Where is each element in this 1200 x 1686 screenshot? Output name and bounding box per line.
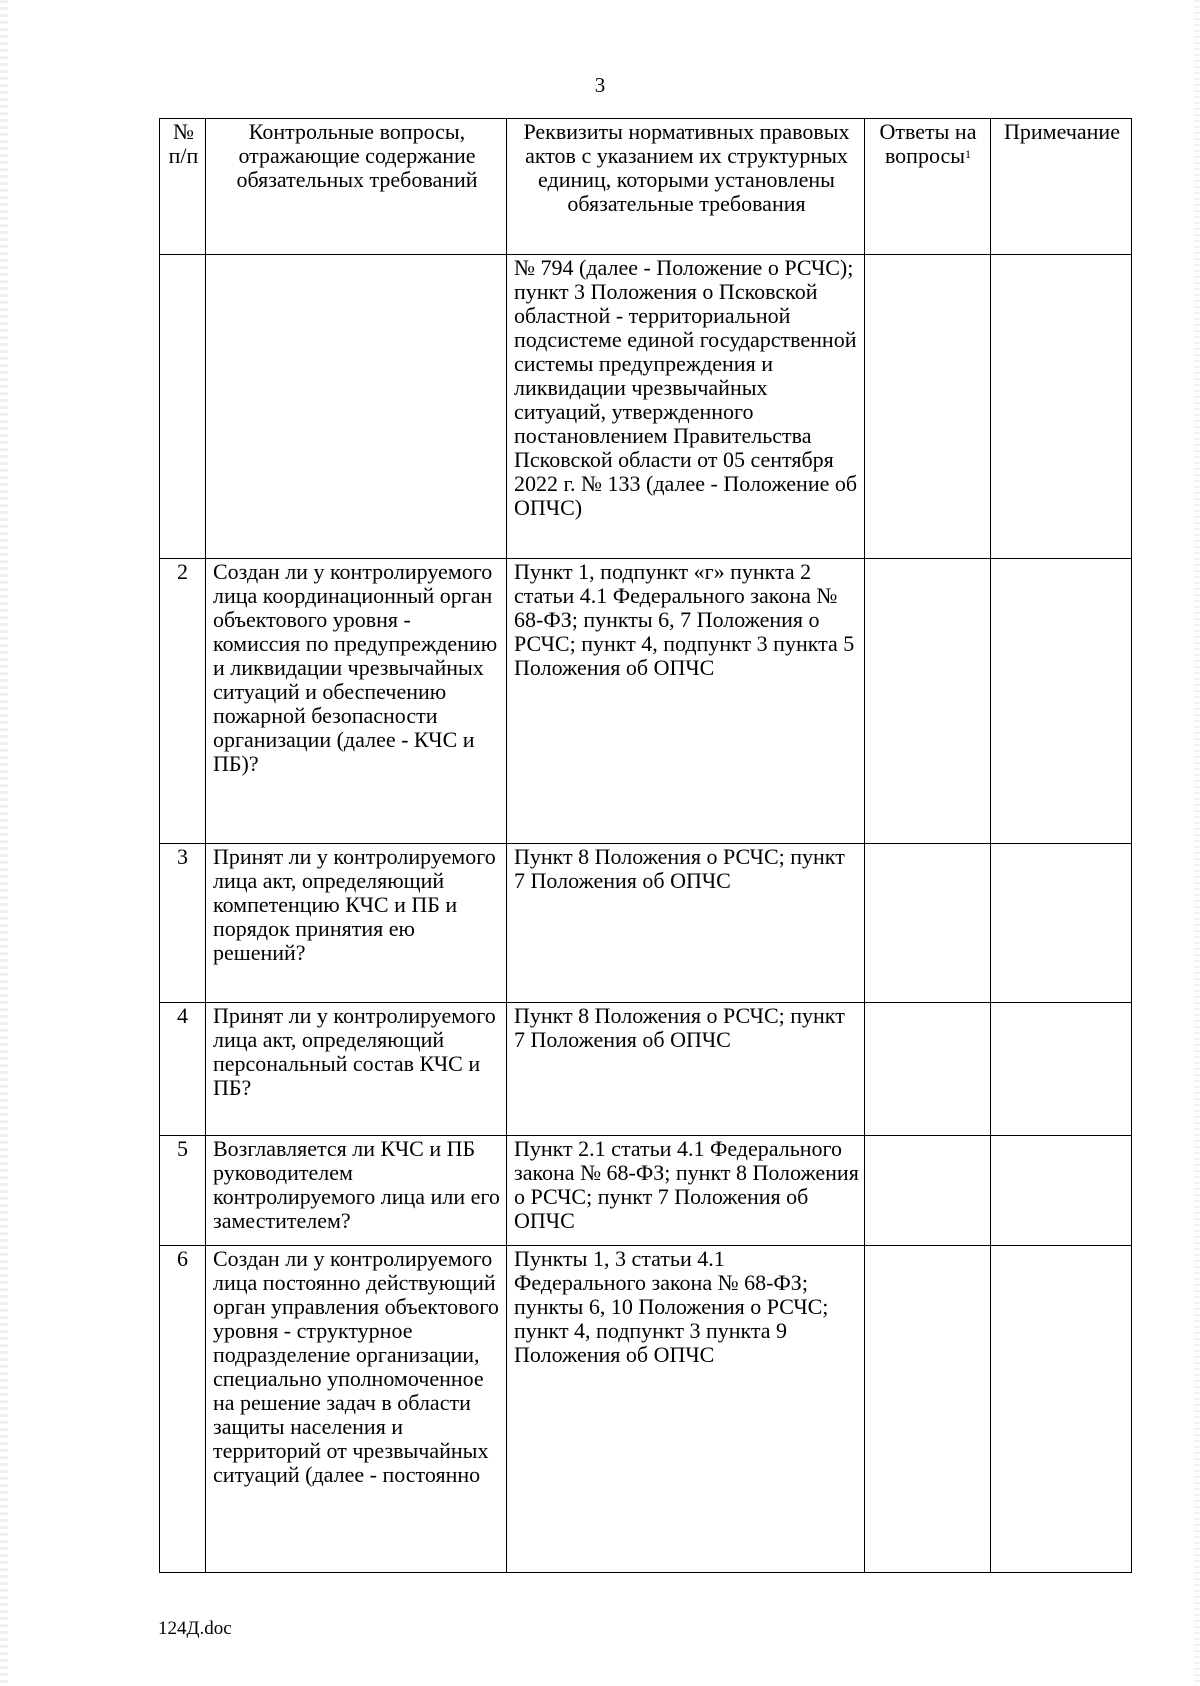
row-requisites: Пункт 8 Положения о РСЧС; пункт 7 Положения об ОПЧС — [507, 844, 865, 1003]
row-question: Создан ли у контролируемого лица постоянно действующий орган управления объектового уровня - структурное подразделение организации, специально уполномоченное на решение задач в области защиты населения и территорий от чрезвычайных ситуаций (далее - постоянно — [206, 1246, 507, 1573]
scan-edge-left — [0, 0, 8, 1686]
row-answer — [865, 844, 991, 1003]
row-requisites: Пункт 2.1 статьи 4.1 Федерального закона № 68-ФЗ; пункт 8 Положения о РСЧС; пункт 7 Положения об ОПЧС — [507, 1136, 865, 1246]
header-answers-footnote: 1 — [965, 147, 972, 161]
row-question: Принят ли у контролируемого лица акт, определяющий компетенцию КЧС и ПБ и порядок принятия ею решений? — [206, 844, 507, 1003]
row-answer — [865, 1003, 991, 1136]
row-answer — [865, 1136, 991, 1246]
row-number: 4 — [160, 1003, 206, 1136]
row-question — [206, 255, 507, 559]
row-requisites: Пункт 8 Положения о РСЧС; пункт 7 Положения об ОПЧС — [507, 1003, 865, 1136]
scan-edge-right — [1194, 0, 1200, 1686]
table-row — [160, 1136, 1132, 1246]
table-header-row — [160, 119, 1132, 255]
row-requisites: Пункты 1, 3 статьи 4.1 Федерального закона № 68-ФЗ; пункты 6, 10 Положения о РСЧС; пункт 4, подпункт 3 пункта 9 Положения об ОПЧС — [507, 1246, 865, 1573]
row-requisites: № 794 (далее - Положение о РСЧС); пункт 3 Положения о Псковской областной - территориальной подсистеме единой государственной системы предупреждения и ликвидации чрезвычайных ситуаций, утвержденного постановлением Правительства Псковской области от 05 сентября 2022 г. № 133 (далее - Положение об ОПЧС) — [507, 255, 865, 559]
table-row — [160, 1246, 1132, 1573]
row-note — [991, 1003, 1132, 1136]
page-number: 3 — [594, 73, 606, 97]
header-question: Контрольные вопросы, отражающие содержание обязательных требований — [206, 119, 507, 255]
row-number: 5 — [160, 1136, 206, 1246]
row-requisites: Пункт 1, подпункт «г» пункта 2 статьи 4.1 Федерального закона № 68-ФЗ; пункты 6, 7 Положения о РСЧС; пункт 4, подпункт 3 пункта 5 Положения об ОПЧС — [507, 559, 865, 844]
row-number — [160, 255, 206, 559]
header-num: № п/п — [160, 119, 206, 255]
table-row — [160, 1003, 1132, 1136]
row-answer — [865, 255, 991, 559]
table-row — [160, 559, 1132, 844]
row-note — [991, 559, 1132, 844]
checklist-table — [159, 118, 1132, 1573]
row-answer — [865, 1246, 991, 1573]
header-answers — [865, 119, 991, 255]
row-number: 6 — [160, 1246, 206, 1573]
row-note — [991, 844, 1132, 1003]
header-note: Примечание — [991, 119, 1132, 255]
row-note — [991, 255, 1132, 559]
table-row — [160, 844, 1132, 1003]
row-number: 2 — [160, 559, 206, 844]
row-number: 3 — [160, 844, 206, 1003]
table-row — [160, 255, 1132, 559]
file-name-footer: 124Д.doc — [158, 1618, 232, 1639]
row-answer — [865, 559, 991, 844]
row-note — [991, 1246, 1132, 1573]
row-question: Принят ли у контролируемого лица акт, определяющий персональный состав КЧС и ПБ? — [206, 1003, 507, 1136]
row-question: Создан ли у контролируемого лица координационный орган объектового уровня - комиссия по предупреждению и ликвидации чрезвычайных ситуаций и обеспечению пожарной безопасности организации (далее - КЧС и ПБ)? — [206, 559, 507, 844]
header-requisites: Реквизиты нормативных правовых актов с указанием их структурных единиц, которыми установлены обязательные требования — [507, 119, 865, 255]
header-answers-label: Ответы на вопросы — [879, 119, 977, 168]
row-question: Возглавляется ли КЧС и ПБ руководителем контролируемого лица или его заместителем? — [206, 1136, 507, 1246]
row-note — [991, 1136, 1132, 1246]
